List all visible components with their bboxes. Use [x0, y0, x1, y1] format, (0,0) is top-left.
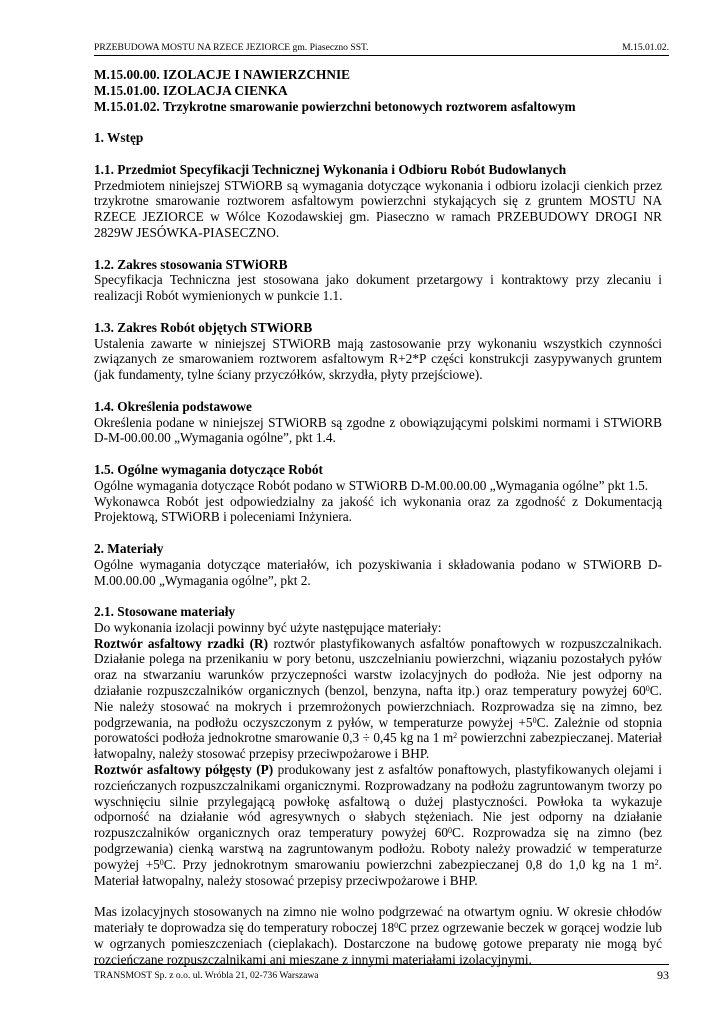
footer-company: TRANSMOST Sp. z o.o. ul. Wróbla 21, 02-736 Warszawa [94, 970, 319, 981]
mass-isolation-paragraph: Mas izolacyjnych stosowanych na zimno nie wolno podgrzewać na otwartym ogniu. W okresie chłodów materiały te doprowadza się do temperatury roboczej $18^0C$ przez ogrzewanie beczek w gorącej wodzie lub w ogrzanych pomieszczeniach (cieplakach). Dostarczone na budowę gotowe preparaty nie mogą być rozcieńczane rozpuszczalnikami ani mieszane z innymi materiałami izolacyjnymi. [94, 904, 662, 967]
section-2-1-intro: Do wykonania izolacji powinny być użyte następujące materiały: [94, 619, 442, 635]
section-1-4-text: Określenia podane w niniejszej STWiORB są zgodne z obowiązującymi polskimi normami i STWiORB D-M-00.00.00 „Wymagania ogólne”, pkt 1.4. [94, 414, 662, 446]
section-1-2-heading: 1.2. Zakres stosowania STWiORB [94, 256, 288, 272]
section-2-1-heading: 2.1. Stosowane materiały [94, 604, 236, 620]
title-line-3: M.15.01.02. Trzykrotne smarowanie powierzchni betonowych roztworem asfaltowym [94, 98, 576, 114]
section-1-1-heading: 1.1. Przedmiot Specyfikacji Technicznej Wykonania i Odbioru Robót Budowlanych [94, 161, 567, 177]
section-2-heading: 2. Materiały [94, 540, 164, 556]
section-1-5-text-1: Ogólne wymagania dotyczące Robót podano w STWiORB D-M.00.00.00 „Wymagania ogólne” pkt 1.5. [94, 477, 649, 493]
section-1-2-text: Specyfikacja Techniczna jest stosowana jako dokument przetargowy i kontraktowy przy zlecaniu i realizacji Robót wymienionych w punkcie 1.1. [94, 272, 662, 304]
material-p-label: Roztwór asfaltowy półgęsty (P) [94, 762, 274, 778]
section-2-text: Ogólne wymagania dotyczące materiałów, ich pozyskiwania i składowania podano w STWiORB D-M.00.00.00 „Wymagania ogólne”, pkt 2. [94, 556, 662, 588]
section-1-3-heading: 1.3. Zakres Robót objętych STWiORB [94, 319, 313, 335]
header-code: M.15.01.02. [622, 42, 669, 53]
page-footer [94, 964, 669, 985]
section-1-4-heading: 1.4. Określenia podstawowe [94, 398, 252, 414]
section-1-heading: 1. Wstęp [94, 130, 144, 146]
section-1-5-text-2: Wykonawca Robót jest odpowiedzialny za jakość ich wykonania oraz za zgodność z Dokumentacją Projektową, STWiORB i poleceniami Inżyniera. [94, 493, 662, 525]
document-body [94, 67, 662, 967]
page-header [94, 41, 669, 56]
title-line-2: M.15.01.00. IZOLACJA CIENKA [94, 82, 288, 98]
title-line-1: M.15.00.00. IZOLACJE I NAWIERZCHNIE [94, 67, 350, 82]
header-title: PRZEBUDOWA MOSTU NA RZECE JEZIORCE gm. Piaseczno SST. [94, 42, 369, 53]
material-r-label: Roztwór asfaltowy rzadki (R) [94, 635, 269, 651]
section-1-1-text: Przedmiotem niniejszej STWiORB są wymagania dotyczące wykonania i odbioru izolacji cienkich przez trzykrotne smarowanie roztworem asfaltowym powierzchni stykających się z gruntem MOSTU NA RZECE JEZIORCE w Wólce Kozodawskiej gm. Piaseczno w ramach PRZEBUDOWY DROGI NR 2829W JESÓWKA-PIASECZNO. [94, 177, 662, 240]
page-number: 93 [657, 968, 669, 982]
material-r-paragraph: Roztwór asfaltowy rzadki (R) roztwór plastyfikowanych asfaltów ponaftowych w rozpuszczalnikach. Działanie polega na przenikaniu w pory betonu, uszczelnianiu powierzchni, wiązaniu pozostałych pyłów oraz na stwarzaniu warunków przyczepności warstw izolacyjnych do podłoża. Nie jest odporny na działanie rozpuszczalników organicznych (benzol, benzyna, nafta itp.) oraz temperatury powyżej $60^0C$. Nie należy stosować na mokrych i przemrożonych powierzchniach. Rozprowadza się na zimno, bez podgrzewania, na podłożu oczyszczonym z pyłów, w temperaturze powyżej $+5^0C$. Zależnie od stopnia porowatości podłoża jednokrotne smarowanie 0,3 ÷ 0,45 kg na 1 $m^2$ powierzchni zabezpieczanej. Materiał łatwopalny, należy stosować przepisy przeciwpożarowe i BHP. [94, 635, 662, 762]
section-1-3-text: Ustalenia zawarte w niniejszej STWiORB mają zastosowanie przy wykonaniu wszystkich czynności związanych ze smarowaniem roztworem asfaltowym R+2*P części konstrukcji zasypywanych gruntem (jak fundamenty, tylne ściany przyczółków, skrzydła, płyty przejściowe). [94, 335, 662, 383]
material-p-paragraph: Roztwór asfaltowy półgęsty (P) produkowany jest z asfaltów ponaftowych, plastyfikowanych olejami i rozcieńczanych rozpuszczalnikami organicznymi. Rozprowadzany na podłożu zagruntowanym tworzy po wyschnięciu silnie przylegającą powłokę asfaltową o dużej plastyczności. Powłoka ta wykazuje odporność na działanie wód agresywnych o słabych stężeniach. Nie jest odporny na działanie rozpuszczalników organicznych oraz temperatury powyżej $60^0C$. Rozprowadza się na zimno (bez podgrzewania) cienką warstwą na zagruntowanym podłożu. Roboty należy prowadzić w temperaturze powyżej $+5^0C$. Przy jednokrotnym smarowaniu powierzchni zabezpieczanej 0,8 do 1,0 kg na 1 $m^2$. Materiał łatwopalny, należy stosować przepisy przeciwpożarowe i BHP. [94, 762, 662, 888]
section-1-5-heading: 1.5. Ogólne wymagania dotyczące Robót [94, 461, 323, 477]
